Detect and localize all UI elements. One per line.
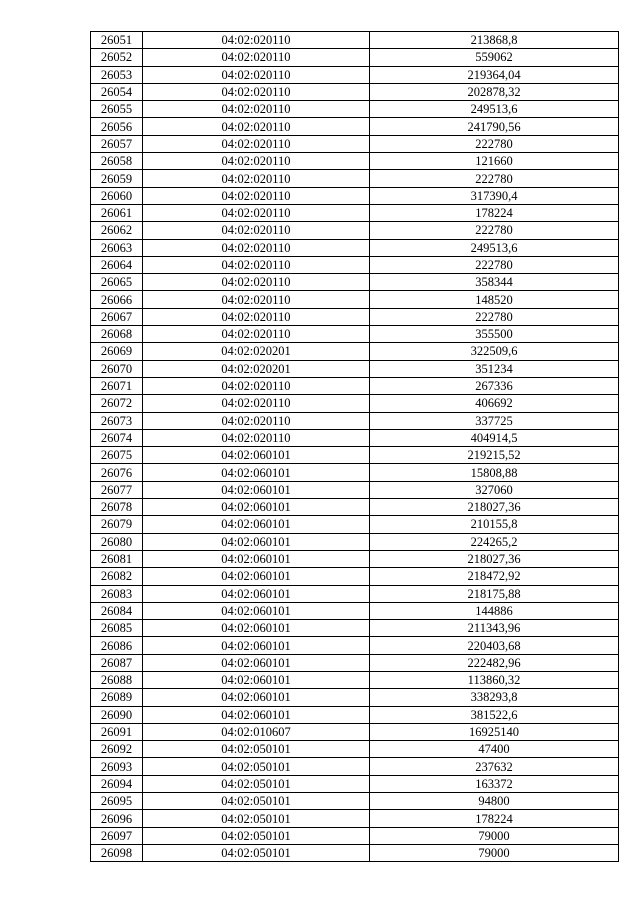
table-row (91, 32, 619, 49)
table-row (91, 844, 619, 861)
value-cell: 94800 (370, 793, 619, 810)
row-number-cell: 26089 (91, 689, 143, 706)
table-body (91, 32, 619, 862)
table-row (91, 395, 619, 412)
value-cell: 559062 (370, 49, 619, 66)
table-row (91, 464, 619, 481)
table-row (91, 204, 619, 221)
row-number-cell: 26052 (91, 49, 143, 66)
cadastral-code-cell: 04:02:020110 (143, 239, 370, 256)
table-row (91, 533, 619, 550)
value-cell: 338293,8 (370, 689, 619, 706)
value-cell: 144886 (370, 602, 619, 619)
cadastral-code-cell: 04:02:010607 (143, 723, 370, 740)
cadastral-code-cell: 04:02:020110 (143, 274, 370, 291)
cadastral-code-cell: 04:02:060101 (143, 464, 370, 481)
cadastral-code-cell: 04:02:020110 (143, 204, 370, 221)
table-row (91, 118, 619, 135)
value-cell: 113860,32 (370, 671, 619, 688)
table-row (91, 239, 619, 256)
cadastral-code-cell: 04:02:060101 (143, 481, 370, 498)
cadastral-code-cell: 04:02:020201 (143, 343, 370, 360)
cadastral-code-cell: 04:02:020110 (143, 66, 370, 83)
value-cell: 218175,88 (370, 585, 619, 602)
table-row (91, 516, 619, 533)
cadastral-code-cell: 04:02:050101 (143, 741, 370, 758)
row-number-cell: 26071 (91, 377, 143, 394)
row-number-cell: 26093 (91, 758, 143, 775)
value-cell: 224265,2 (370, 533, 619, 550)
row-number-cell: 26078 (91, 499, 143, 516)
table-row (91, 550, 619, 567)
row-number-cell: 26057 (91, 135, 143, 152)
table-row (91, 429, 619, 446)
table-row (91, 620, 619, 637)
value-cell: 355500 (370, 326, 619, 343)
table-row (91, 222, 619, 239)
cadastral-code-cell: 04:02:060101 (143, 568, 370, 585)
cadastral-code-cell: 04:02:020110 (143, 32, 370, 49)
value-cell: 148520 (370, 291, 619, 308)
table-row (91, 326, 619, 343)
table-row (91, 101, 619, 118)
table-row (91, 689, 619, 706)
value-cell: 381522,6 (370, 706, 619, 723)
table-row (91, 66, 619, 83)
table-row (91, 499, 619, 516)
value-cell: 322509,6 (370, 343, 619, 360)
row-number-cell: 26072 (91, 395, 143, 412)
row-number-cell: 26098 (91, 844, 143, 861)
cadastral-code-cell: 04:02:020110 (143, 118, 370, 135)
cadastral-code-cell: 04:02:020110 (143, 49, 370, 66)
cadastral-code-cell: 04:02:020110 (143, 412, 370, 429)
cadastral-code-cell: 04:02:020110 (143, 308, 370, 325)
row-number-cell: 26085 (91, 620, 143, 637)
table-row (91, 671, 619, 688)
row-number-cell: 26086 (91, 637, 143, 654)
row-number-cell: 26076 (91, 464, 143, 481)
value-cell: 218027,36 (370, 550, 619, 567)
cadastral-code-cell: 04:02:020110 (143, 153, 370, 170)
row-number-cell: 26051 (91, 32, 143, 49)
table-row (91, 775, 619, 792)
cadastral-code-cell: 04:02:060101 (143, 671, 370, 688)
cadastral-code-cell: 04:02:020110 (143, 291, 370, 308)
value-cell: 406692 (370, 395, 619, 412)
table-row (91, 654, 619, 671)
cadastral-code-cell: 04:02:060101 (143, 533, 370, 550)
row-number-cell: 26083 (91, 585, 143, 602)
table-row (91, 758, 619, 775)
table-row (91, 723, 619, 740)
row-number-cell: 26097 (91, 827, 143, 844)
value-cell: 222780 (370, 135, 619, 152)
value-cell: 219364,04 (370, 66, 619, 83)
table-row (91, 585, 619, 602)
row-number-cell: 26095 (91, 793, 143, 810)
value-cell: 47400 (370, 741, 619, 758)
value-cell: 358344 (370, 274, 619, 291)
table-row (91, 637, 619, 654)
cadastral-code-cell: 04:02:020110 (143, 135, 370, 152)
row-number-cell: 26084 (91, 602, 143, 619)
table-row (91, 706, 619, 723)
table-row (91, 135, 619, 152)
row-number-cell: 26063 (91, 239, 143, 256)
value-cell: 337725 (370, 412, 619, 429)
cadastral-code-cell: 04:02:060101 (143, 516, 370, 533)
cadastral-code-cell: 04:02:020110 (143, 187, 370, 204)
row-number-cell: 26073 (91, 412, 143, 429)
value-cell: 121660 (370, 153, 619, 170)
table-row (91, 256, 619, 273)
value-cell: 79000 (370, 827, 619, 844)
value-cell: 218472,92 (370, 568, 619, 585)
cadastral-code-cell: 04:02:020110 (143, 395, 370, 412)
value-cell: 267336 (370, 377, 619, 394)
value-cell: 213868,8 (370, 32, 619, 49)
value-cell: 237632 (370, 758, 619, 775)
cadastral-code-cell: 04:02:050101 (143, 844, 370, 861)
table-row (91, 187, 619, 204)
table-row (91, 412, 619, 429)
value-cell: 163372 (370, 775, 619, 792)
table-row (91, 49, 619, 66)
row-number-cell: 26066 (91, 291, 143, 308)
value-cell: 219215,52 (370, 447, 619, 464)
cadastral-code-cell: 04:02:020110 (143, 256, 370, 273)
cadastral-code-cell: 04:02:020201 (143, 360, 370, 377)
row-number-cell: 26056 (91, 118, 143, 135)
cadastral-code-cell: 04:02:020110 (143, 377, 370, 394)
table-row (91, 447, 619, 464)
row-number-cell: 26082 (91, 568, 143, 585)
row-number-cell: 26092 (91, 741, 143, 758)
value-cell: 222780 (370, 170, 619, 187)
cadastral-code-cell: 04:02:020110 (143, 222, 370, 239)
row-number-cell: 26075 (91, 447, 143, 464)
row-number-cell: 26061 (91, 204, 143, 221)
value-cell: 178224 (370, 204, 619, 221)
cadastral-code-cell: 04:02:050101 (143, 810, 370, 827)
value-cell: 249513,6 (370, 101, 619, 118)
value-cell: 351234 (370, 360, 619, 377)
cadastral-code-cell: 04:02:020110 (143, 101, 370, 118)
table-row (91, 170, 619, 187)
value-cell: 210155,8 (370, 516, 619, 533)
row-number-cell: 26077 (91, 481, 143, 498)
cadastral-code-cell: 04:02:060101 (143, 499, 370, 516)
row-number-cell: 26090 (91, 706, 143, 723)
value-cell: 202878,32 (370, 83, 619, 100)
row-number-cell: 26065 (91, 274, 143, 291)
cadastral-code-cell: 04:02:050101 (143, 775, 370, 792)
data-table (90, 31, 619, 862)
cadastral-code-cell: 04:02:050101 (143, 793, 370, 810)
cadastral-code-cell: 04:02:060101 (143, 637, 370, 654)
cadastral-code-cell: 04:02:050101 (143, 758, 370, 775)
row-number-cell: 26070 (91, 360, 143, 377)
row-number-cell: 26064 (91, 256, 143, 273)
row-number-cell: 26058 (91, 153, 143, 170)
cadastral-code-cell: 04:02:020110 (143, 83, 370, 100)
row-number-cell: 26094 (91, 775, 143, 792)
cadastral-code-cell: 04:02:060101 (143, 602, 370, 619)
row-number-cell: 26059 (91, 170, 143, 187)
value-cell: 249513,6 (370, 239, 619, 256)
row-number-cell: 26087 (91, 654, 143, 671)
value-cell: 178224 (370, 810, 619, 827)
cadastral-code-cell: 04:02:020110 (143, 326, 370, 343)
table-row (91, 360, 619, 377)
table-row (91, 377, 619, 394)
table-row (91, 343, 619, 360)
row-number-cell: 26067 (91, 308, 143, 325)
value-cell: 222780 (370, 256, 619, 273)
cadastral-code-cell: 04:02:050101 (143, 827, 370, 844)
row-number-cell: 26081 (91, 550, 143, 567)
value-cell: 404914,5 (370, 429, 619, 446)
table-row (91, 827, 619, 844)
table-row (91, 308, 619, 325)
row-number-cell: 26053 (91, 66, 143, 83)
row-number-cell: 26060 (91, 187, 143, 204)
value-cell: 220403,68 (370, 637, 619, 654)
value-cell: 222482,96 (370, 654, 619, 671)
value-cell: 15808,88 (370, 464, 619, 481)
row-number-cell: 26074 (91, 429, 143, 446)
table-row (91, 793, 619, 810)
row-number-cell: 26054 (91, 83, 143, 100)
table-row (91, 83, 619, 100)
row-number-cell: 26068 (91, 326, 143, 343)
cadastral-code-cell: 04:02:020110 (143, 429, 370, 446)
cadastral-code-cell: 04:02:060101 (143, 654, 370, 671)
value-cell: 16925140 (370, 723, 619, 740)
row-number-cell: 26080 (91, 533, 143, 550)
table-row (91, 568, 619, 585)
table-row (91, 810, 619, 827)
cadastral-code-cell: 04:02:060101 (143, 706, 370, 723)
value-cell: 241790,56 (370, 118, 619, 135)
table-row (91, 291, 619, 308)
cadastral-code-cell: 04:02:020110 (143, 170, 370, 187)
value-cell: 79000 (370, 844, 619, 861)
table-row (91, 741, 619, 758)
cadastral-code-cell: 04:02:060101 (143, 585, 370, 602)
value-cell: 222780 (370, 308, 619, 325)
row-number-cell: 26062 (91, 222, 143, 239)
row-number-cell: 26091 (91, 723, 143, 740)
row-number-cell: 26055 (91, 101, 143, 118)
table-row (91, 153, 619, 170)
table-row (91, 274, 619, 291)
row-number-cell: 26079 (91, 516, 143, 533)
row-number-cell: 26069 (91, 343, 143, 360)
value-cell: 327060 (370, 481, 619, 498)
table-row (91, 602, 619, 619)
value-cell: 317390,4 (370, 187, 619, 204)
cadastral-code-cell: 04:02:060101 (143, 689, 370, 706)
cadastral-code-cell: 04:02:060101 (143, 620, 370, 637)
cadastral-code-cell: 04:02:060101 (143, 447, 370, 464)
row-number-cell: 26096 (91, 810, 143, 827)
value-cell: 218027,36 (370, 499, 619, 516)
value-cell: 222780 (370, 222, 619, 239)
row-number-cell: 26088 (91, 671, 143, 688)
cadastral-code-cell: 04:02:060101 (143, 550, 370, 567)
value-cell: 211343,96 (370, 620, 619, 637)
table-row (91, 481, 619, 498)
